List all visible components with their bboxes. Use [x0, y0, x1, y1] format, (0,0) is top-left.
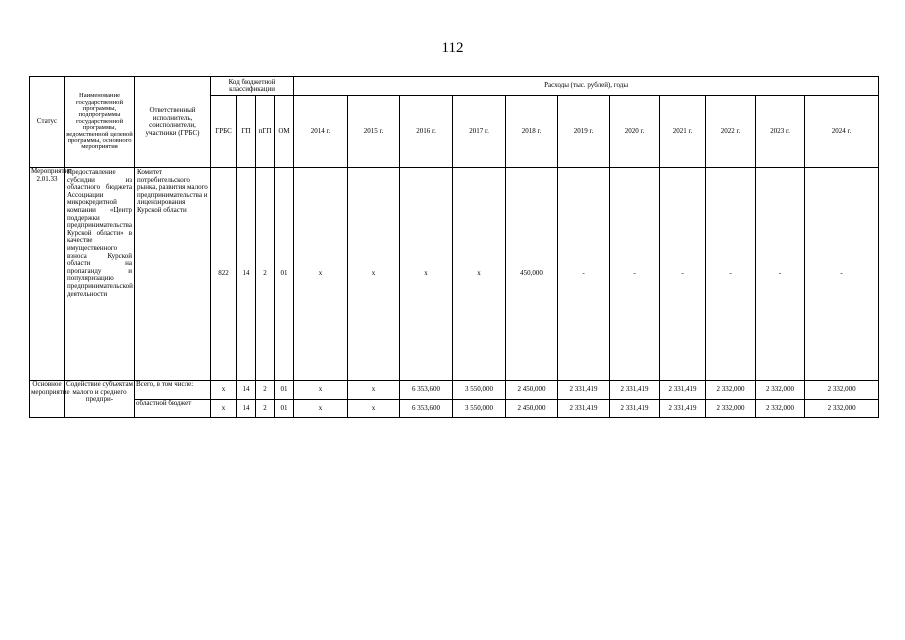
- header-row-1: [30, 77, 879, 96]
- row-value: -: [660, 168, 706, 381]
- regional-value: 3 550,000: [453, 400, 506, 418]
- header-year: 2015 г.: [348, 96, 400, 168]
- page-number: 112: [441, 40, 464, 56]
- header-year: 2017 г.: [453, 96, 506, 168]
- total-pgp: 2: [256, 381, 275, 400]
- header-pgp: пГП: [256, 96, 275, 168]
- regional-gp: 14: [237, 400, 256, 418]
- row-responsible: Комитет потребительского рынка, развития малого предпринимательства и лицензирования Курской области: [135, 168, 211, 381]
- row-grbs: 822: [211, 168, 237, 381]
- row-value: -: [805, 168, 879, 381]
- total-value: 2 331,419: [660, 381, 706, 400]
- header-year: 2024 г.: [805, 96, 879, 168]
- total-value: x: [294, 381, 348, 400]
- row-value: x: [348, 168, 400, 381]
- header-name: Наименование государственной программы, подпрограммы государственной программы, ведомственной целевой программы, основного мероприятия: [65, 77, 135, 168]
- total-grbs: x: [211, 381, 237, 400]
- header-gp: ГП: [237, 96, 256, 168]
- row-value: x: [294, 168, 348, 381]
- regional-value: 2 332,000: [756, 400, 805, 418]
- row-value: -: [706, 168, 756, 381]
- row-value: x: [400, 168, 453, 381]
- total-value: 6 353,600: [400, 381, 453, 400]
- header-year: 2022 г.: [706, 96, 756, 168]
- total-value: 2 332,000: [706, 381, 756, 400]
- regional-value: 2 332,000: [805, 400, 879, 418]
- row-value: -: [756, 168, 805, 381]
- regional-label: областной бюджет: [135, 400, 211, 418]
- row-value: -: [610, 168, 660, 381]
- total-value: 2 332,000: [756, 381, 805, 400]
- header-year: 2021 г.: [660, 96, 706, 168]
- main-event-status: Основное мероприятие: [30, 381, 65, 418]
- table-row-total: [30, 381, 879, 400]
- total-value: 2 332,000: [805, 381, 879, 400]
- total-value: 2 331,419: [558, 381, 610, 400]
- regional-value: 2 331,419: [558, 400, 610, 418]
- regional-om: 01: [275, 400, 294, 418]
- header-om: ОМ: [275, 96, 294, 168]
- regional-value: 2 332,000: [706, 400, 756, 418]
- regional-pgp: 2: [256, 400, 275, 418]
- row-pgp: 2: [256, 168, 275, 381]
- header-responsible: Ответственный исполнитель, соисполнители, участники (ГРБС): [135, 77, 211, 168]
- row-value: x: [453, 168, 506, 381]
- regional-grbs: x: [211, 400, 237, 418]
- regional-value: 2 331,419: [660, 400, 706, 418]
- regional-value: x: [348, 400, 400, 418]
- header-year: 2014 г.: [294, 96, 348, 168]
- total-value: 2 450,000: [506, 381, 558, 400]
- regional-value: 2 331,419: [610, 400, 660, 418]
- table-row-regional: [30, 400, 879, 418]
- regional-value: 2 450,000: [506, 400, 558, 418]
- regional-value: x: [294, 400, 348, 418]
- header-budget-code: Код бюджетной классификации: [211, 77, 294, 96]
- row-status: Мероприятие 2.01.33: [30, 168, 65, 381]
- total-om: 01: [275, 381, 294, 400]
- total-label: Всего, в том числе:: [135, 381, 211, 400]
- table-row: [30, 168, 879, 381]
- main-event-name: Содействие субъектам малого и среднего предпри-: [65, 381, 135, 418]
- header-expenses: Расходы (тыс. рублей), годы: [294, 77, 879, 96]
- total-gp: 14: [237, 381, 256, 400]
- row-value: -: [558, 168, 610, 381]
- header-year: 2016 г.: [400, 96, 453, 168]
- header-year: 2018 г.: [506, 96, 558, 168]
- header-year: 2019 г.: [558, 96, 610, 168]
- row-name: Предоставление субсидии из областного бюджета Ассоциации микрокредитной компании «Центр поддержки предпринимательства Курской области» в качестве имущественного взноса Курской области на пропаганду и популяризацию предпринимательской деятельности: [65, 168, 135, 381]
- row-om: 01: [275, 168, 294, 381]
- total-value: 2 331,419: [610, 381, 660, 400]
- budget-table: [29, 76, 879, 418]
- regional-value: 6 353,600: [400, 400, 453, 418]
- row-gp: 14: [237, 168, 256, 381]
- header-year: 2020 г.: [610, 96, 660, 168]
- row-value: 450,000: [506, 168, 558, 381]
- header-grbs: ГРБС: [211, 96, 237, 168]
- header-status: Статус: [30, 77, 65, 168]
- total-value: x: [348, 381, 400, 400]
- header-year: 2023 г.: [756, 96, 805, 168]
- total-value: 3 550,000: [453, 381, 506, 400]
